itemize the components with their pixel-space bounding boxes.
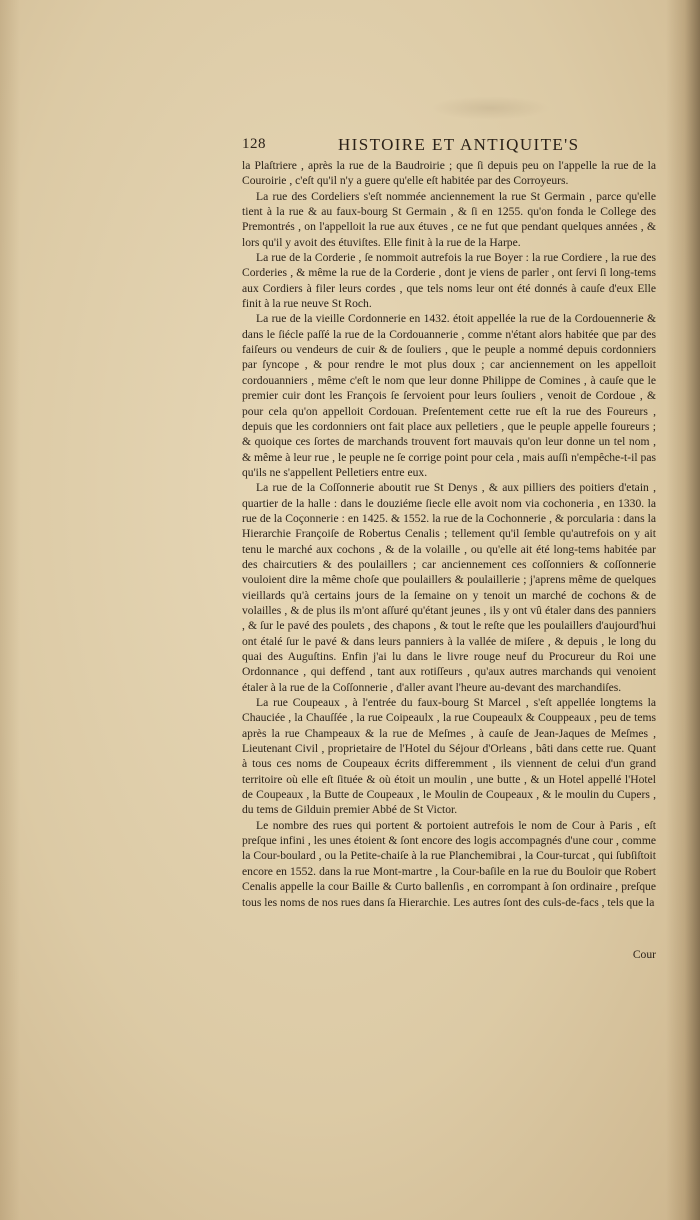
paragraph-rue-des-cordeliers: La rue des Cordeliers s'eſt nommée anciennement la rue St Germain , parce qu'elle tient à la rue & au faux-bourg St Germain , & ſi en 1255. qu'on fonda le College des Premontrés , on l'appelloit la rue aux étuves , ce ne fut que pendant quelques années , & lors qu'il y avoit des étuviſtes. Elle finit à la rue de la Harpe.: [242, 189, 656, 249]
paragraph-plastriere: la Plaſtriere , après la rue de la Baudroirie ; que ſi depuis peu on l'appelle la rue de la Couroirie , c'eſt qu'il n'y a guere qu'elle eſt habitée par des Corroyeurs.: [242, 159, 656, 188]
body-text: [242, 158, 656, 910]
running-title: HISTOIRE ET ANTIQUITE'S: [338, 135, 580, 154]
paragraph-rue-cossonnerie: La rue de la Coſſonnerie aboutit rue St Denys , & aux pilliers des poitiers d'etain , quartier de la halle : dans le douziéme ſiecle elle avoit nom via cochoneria , en 1330. la rue de la Coçonnerie : en 1425. & 1552. la rue de la Cochonnerie , & porcularia : dans la Hierarchie Françoiſe de Robertus Cenalis ; tellement qu'il ſemble qu'autrefois on y ait tenu le marché aux cochons , & de la volaille , ou qu'elle ait été long-tems habitée par des chaircutiers & des poulaillers ; car anciennement ces coſſonniers & coſſonnerie vouloient dire la même choſe que poulaillers & poulaillerie ; j'aprens même de quelques vieillards qu'à certains jours de la ſemaine on y tenoit un marché de cochons & de volailles , & de plus ils m'ont aſſuré qu'étant jeunes , ils y ont vû étaler dans des panniers , & ſur le pavé des poulets , des chapons , & tout le reſte que les poulaillers d'aujourd'hui ont étalé ſur le pavé & dans leurs panniers à la vallée de miſere , & depuis , le long du quai des Auguſtins. Enfin j'ai lu dans le livre rouge neuf du Procureur du Roi une Ordonnance , qui deffend , tant aux rotiſſeurs , qu'aux autres marchands qui venoient étaler à la rue de la Coſſonnerie , d'aller avant l'heure au-devant des marchandiſes.: [242, 481, 656, 694]
page-edge-shadow: [666, 0, 700, 1220]
page-header: [242, 136, 656, 158]
catchword: Cour: [632, 948, 656, 961]
paragraph-rue-coupeaux: La rue Coupeaux , à l'entrée du faux-bourg St Marcel , s'eſt appellée longtems la Chauciée , la Chauſſée , la rue Coipeaulx , la rue Coupeaulx & Couppeaux , peu de tems après la rue Champeaux & la rue de Meſmes , à cauſe de Jean-Jaques de Meſmes , Lieutenant Civil , proprietaire de l'Hotel du Séjour d'Orleans , bâti dans cette rue. Quant à tous ces noms de Coupeaux écrits differemment , ils viennent de celui d'un grand territoire où elle eſt ſituée & où étoit un moulin , une butte , & un Hotel appellé l'Hotel de Coupeaux , la Butte de Coupeaux , le Moulin de Coupeaux , & le moulin du Cupers , du tems de Gilduin premier Abbé de St Victor.: [242, 696, 656, 817]
page-number: 128: [242, 136, 266, 152]
paragraph-rue-vieille-cordonnerie: La rue de la vieille Cordonnerie en 1432. étoit appellée la rue de la Cordouennerie & dans le ſiécle paſſé la rue de la Cordouannerie , comme n'étant alors habitée que par des faiſeurs ou vendeurs de cuir & de ſouliers , que le peuple a nommé depuis cordonniers par ſyncope , & pour rendre le mot plus doux ; car anciennement on les appelloit cordouanniers , même c'eſt le nom que leur donne Philippe de Comines , à cauſe que le premier cuir dont les François ſe ſervoient pour leurs ſouliers , venoit de Cordoue , & pour cela qu'on appelloit Cordouan. Preſentement cette rue eſt la rue des Foureurs , depuis que les cordonniers ont fait place aux pelletiers , que le peuple appelle foureurs ; & quoique ces ſortes de marchands trouvent fort mauvais qu'on leur donne un tel nom , & même à leur rue , le peuple ne ſe corrige point pour cela , mais auſſi n'empêche-t-il pas qu'ils ne s'appellent Pelletiers entre eux.: [242, 312, 656, 479]
ink-bleed-stain: [430, 96, 550, 120]
page-gutter-shadow: [0, 0, 20, 1220]
paragraph-rue-de-la-corderie: La rue de la Corderie , ſe nommoit autrefois la rue Boyer : la rue Cordiere , la rue des Corderies , & même la rue de la Corderie , dont je viens de parler , ont ſervi ſi long-tems aux Cordiers à filer leurs cordes , que tels noms leur ont été donnés à cauſe d'eux Elle finit à la rue neuve St Roch.: [242, 251, 656, 311]
paragraph-nombre-des-rues-cour: Le nombre des rues qui portent & portoient autrefois le nom de Cour à Paris , eſt preſque infini , les unes étoient & ſont encore des logis accompagnés d'une cour , comme la Cour-boulard , ou la Petite-chaiſe à la rue Planchemibrai , la Cour-turcat , qui ſubſiſtoit encore en 1552. dans la rue Mont-martre , la Cour-baſile en la rue du Bouloir que Robert Cenalis appelle la cour Baille & Curto ballenſis , en corrompant à ſon ordinaire , preſque tous les noms de nos rues dans ſa Hierarchie. Les autres ſont des culs-de-facs , tels que la: [242, 818, 656, 909]
